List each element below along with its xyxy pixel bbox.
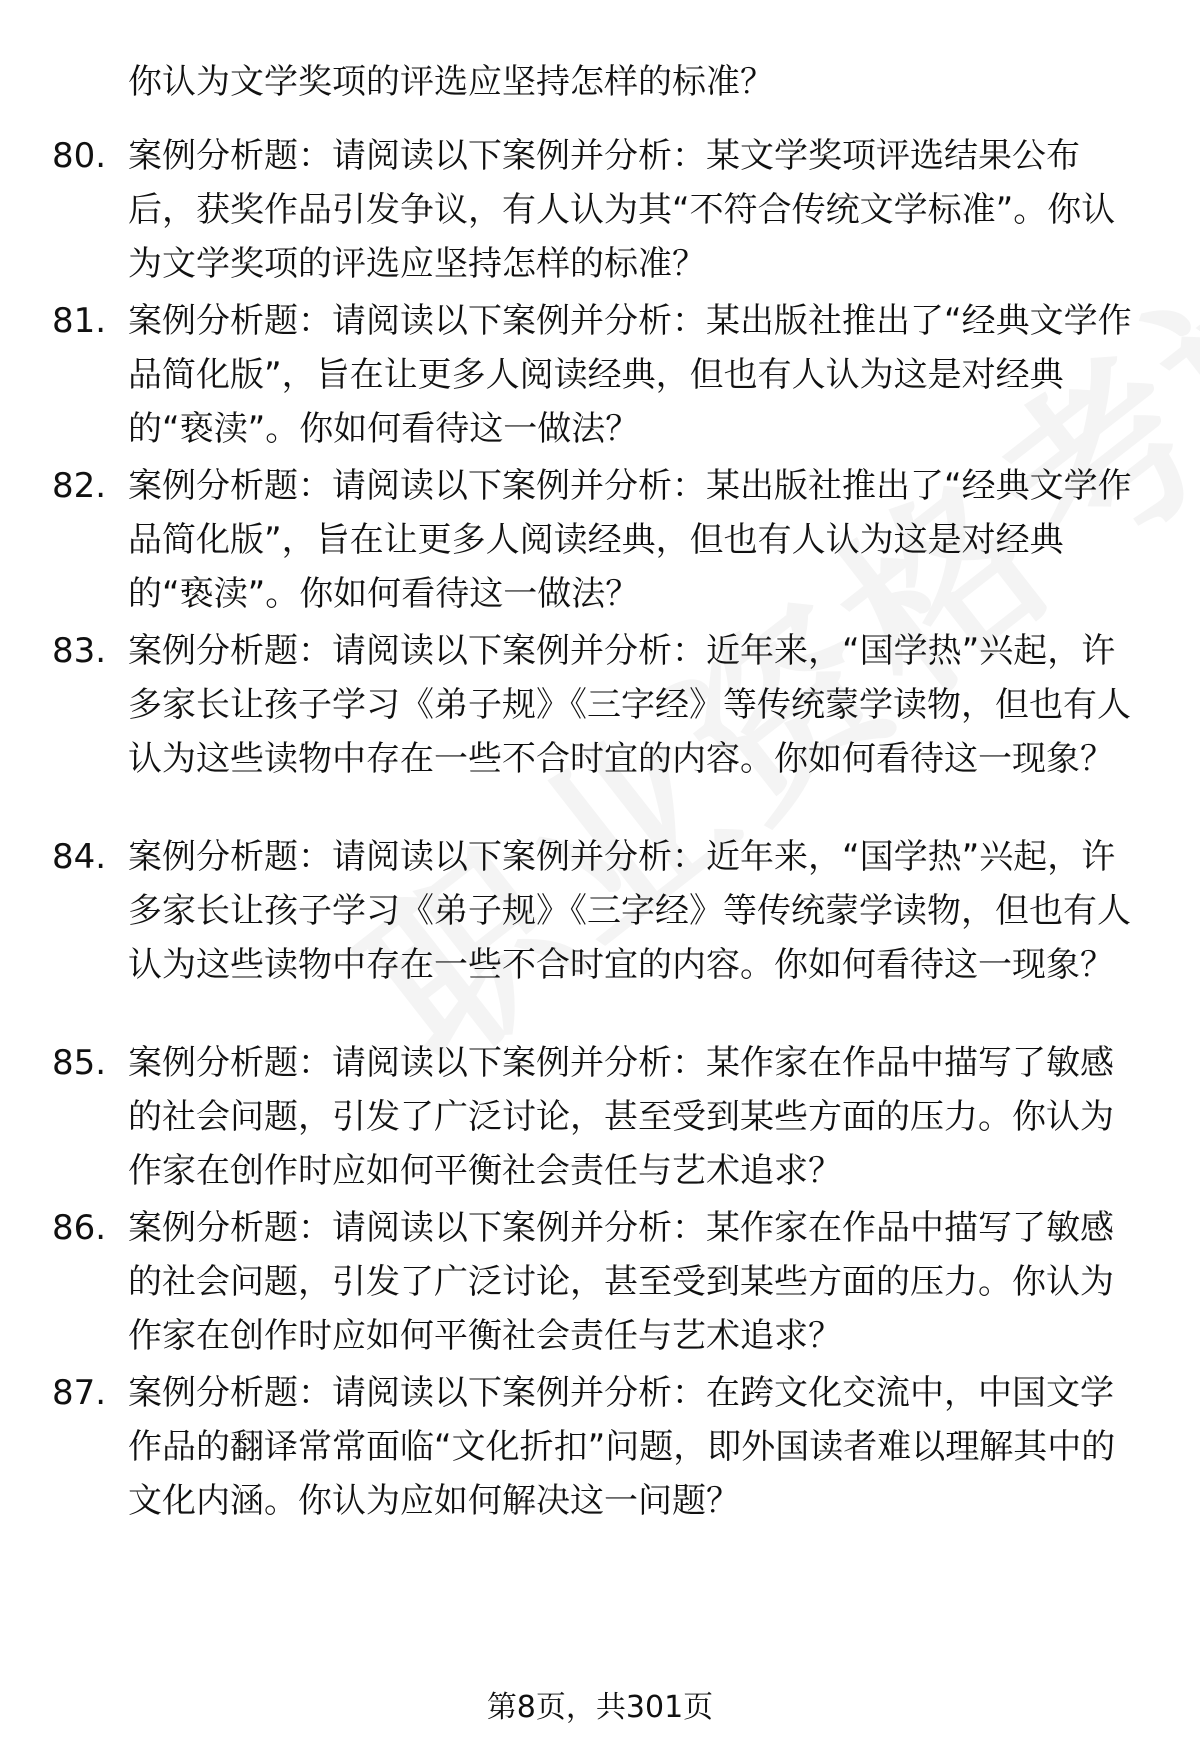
question-number: 83. [52, 631, 107, 671]
question-text: 案例分析题：请阅读以下案例并分析：某作家在作品中描写了敏感的社会问题，引发了广泛讨论，甚至受到某些方面的压力。你认为作家在创作时应如何平衡社会责任与艺术追求？ [128, 1208, 1114, 1356]
page-footer: 第8页，共301页 [486, 1690, 714, 1725]
question-text: 案例分析题：请阅读以下案例并分析：近年来，“国学热”兴起，许多家长让孩子学习《弟子规》《三字经》等传统蒙学读物，但也有人认为这些读物中存在一些不合时宜的内容。你如何看待这一现象？ [128, 631, 1131, 779]
question-text: 案例分析题：请阅读以下案例并分析：在跨文化交流中，中国文学作品的翻译常常面临“文化折扣”问题，即外国读者难以理解其中的文化内涵。你认为应如何解决这一问题？ [128, 1373, 1116, 1521]
question-number: 87. [52, 1373, 107, 1413]
question-number: 81. [52, 301, 107, 341]
question-number: 86. [52, 1208, 107, 1248]
question-text: 案例分析题：请阅读以下案例并分析：某作家在作品中描写了敏感的社会问题，引发了广泛讨论，甚至受到某些方面的压力。你认为作家在创作时应如何平衡社会责任与艺术追求？ [128, 1043, 1114, 1191]
question-number: 85. [52, 1043, 107, 1083]
question-text: 案例分析题：请阅读以下案例并分析：某文学奖项评选结果公布后，获奖作品引发争议，有人认为其“不符合传统文学标准”。你认为文学奖项的评选应坚持怎样的标准？ [128, 136, 1116, 284]
question-text: 案例分析题：请阅读以下案例并分析：某出版社推出了“经典文学作品简化版”，旨在让更多人阅读经典，但也有人认为这是对经典的“亵渎”。你如何看待这一做法？ [128, 301, 1132, 449]
question-text: 案例分析题：请阅读以下案例并分析：近年来，“国学热”兴起，许多家长让孩子学习《弟子规》《三字经》等传统蒙学读物，但也有人认为这些读物中存在一些不合时宜的内容。你如何看待这一现象？ [128, 837, 1131, 985]
question-number: 80. [52, 136, 107, 176]
question-number: 82. [52, 466, 107, 506]
question-text: 案例分析题：请阅读以下案例并分析：某出版社推出了“经典文学作品简化版”，旨在让更多人阅读经典，但也有人认为这是对经典的“亵渎”。你如何看待这一做法？ [128, 466, 1132, 614]
question-number: 84. [52, 837, 107, 877]
continuation-text: 你认为文学奖项的评选应坚持怎样的标准？ [128, 62, 774, 102]
